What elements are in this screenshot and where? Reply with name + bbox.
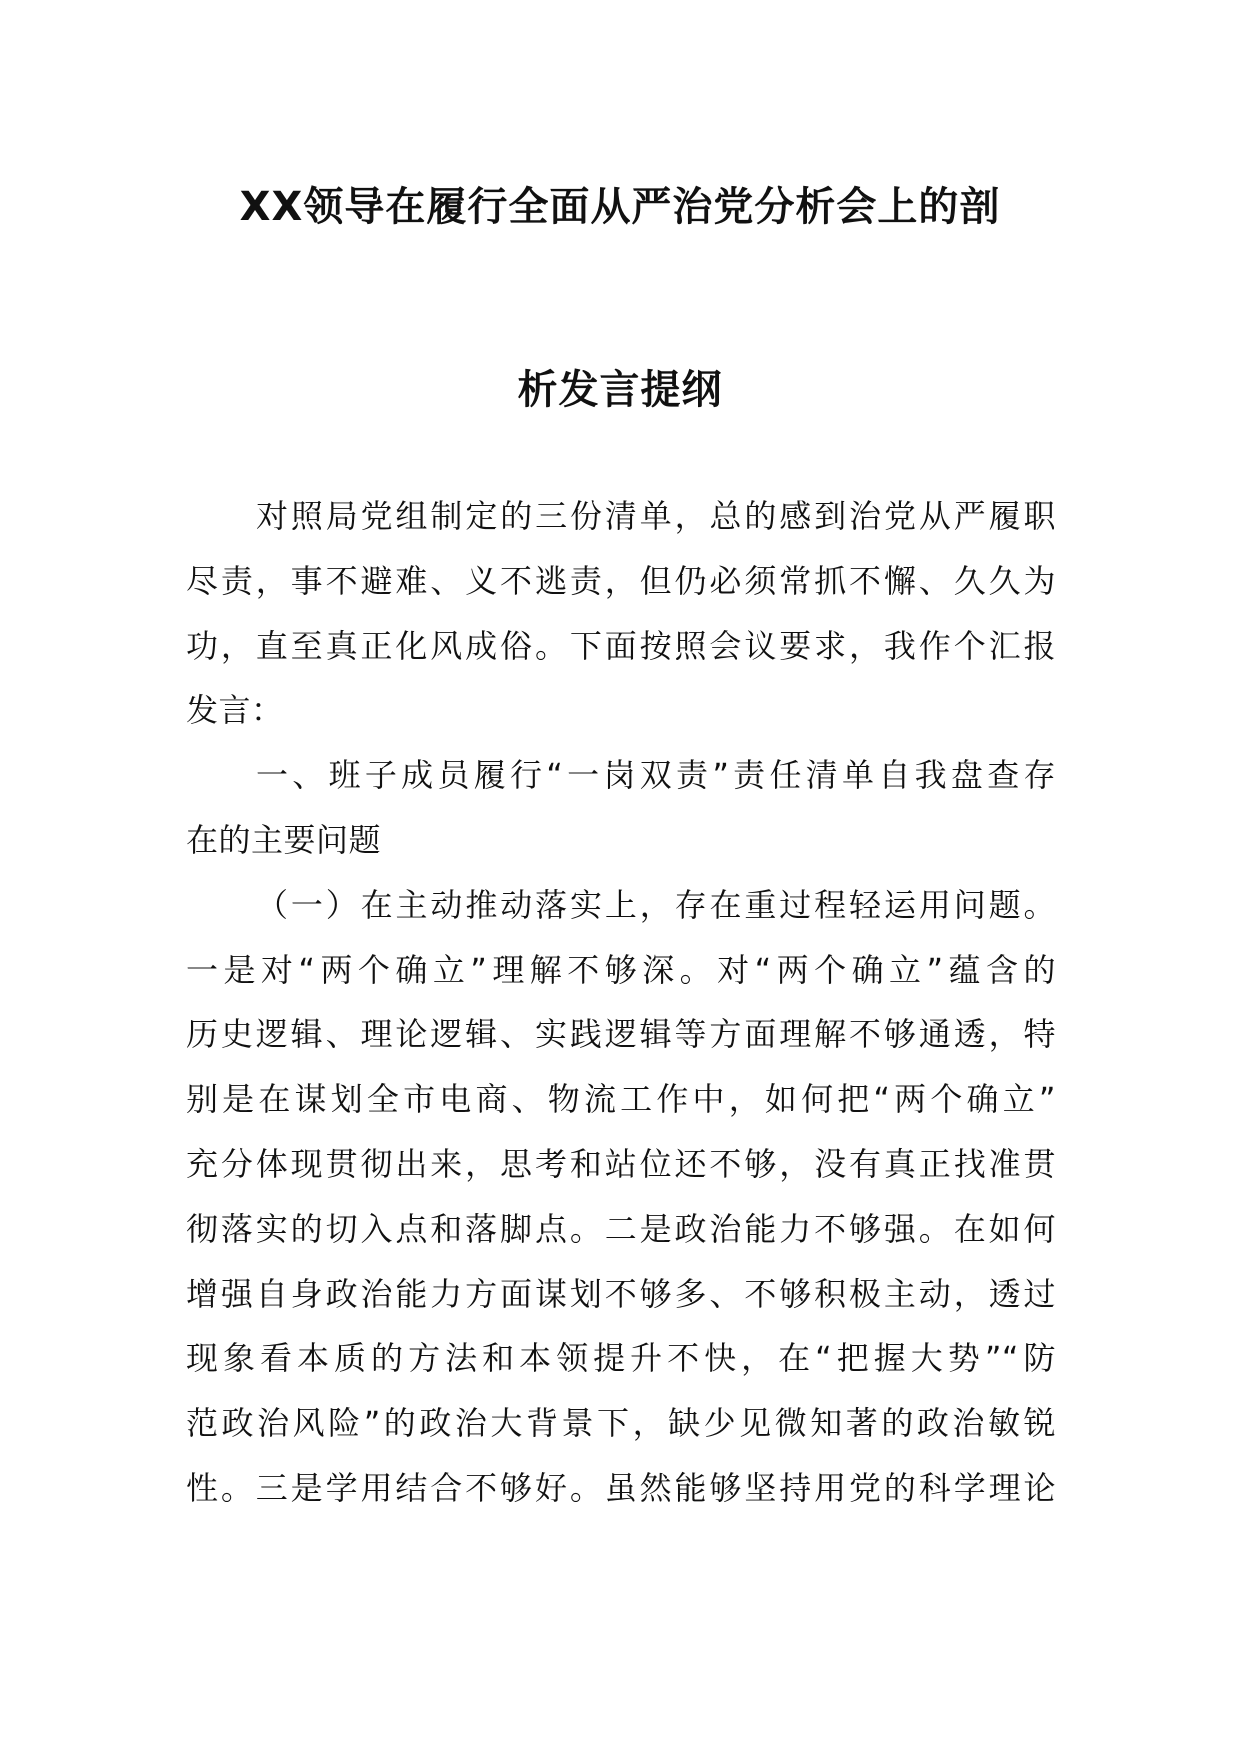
paragraph-line: 功，直至真正化风成俗。下面按照会议要求，我作个汇报 [186,626,1056,665]
paragraph-line: 尽责，事不避难、义不逃责，但仍必须常抓不懈、久久为 [186,561,1056,600]
paragraph-line: 一是对“两个确立”理解不够深。对“两个确立”蕴含的 [186,950,1056,989]
paragraph-line: 历史逻辑、理论逻辑、实践逻辑等方面理解不够通透，特 [186,1015,1056,1054]
paragraph-line: 别是在谋划全市电商、物流工作中，如何把“两个确立” [186,1080,1056,1119]
subsection-heading-line: （一）在主动推动落实上，存在重过程轻运用问题。 [256,885,1056,924]
paragraph-line: 充分体现贯彻出来，思考和站位还不够，没有真正找准贯 [186,1144,1056,1183]
paragraph-line: 对照局党组制定的三份清单，总的感到治党从严履职 [256,497,1056,535]
section-heading-line: 在的主要问题 [186,820,382,859]
document-title-line-1: XX领导在履行全面从严治党分析会上的剖 [239,184,1001,230]
section-heading-line: 一、班子成员履行“一岗双责”责任清单自我盘查存 [256,756,1056,795]
document-body [186,484,1056,1521]
paragraph-line: 彻落实的切入点和落脚点。二是政治能力不够强。在如何 [186,1209,1056,1248]
paragraph-line: 发言： [186,691,284,730]
document-title-line-2: 析发言提纲 [517,367,723,413]
paragraph-line: 范政治风险”的政治大背景下，缺少见微知著的政治敏锐 [186,1404,1056,1443]
paragraph-line: 增强自身政治能力方面谋划不够多、不够积极主动，透过 [186,1274,1056,1313]
paragraph-line: 性。三是学用结合不够好。虽然能够坚持用党的科学理论 [186,1468,1056,1507]
paragraph-line: 现象看本质的方法和本领提升不快，在“把握大势”“防 [186,1339,1056,1378]
